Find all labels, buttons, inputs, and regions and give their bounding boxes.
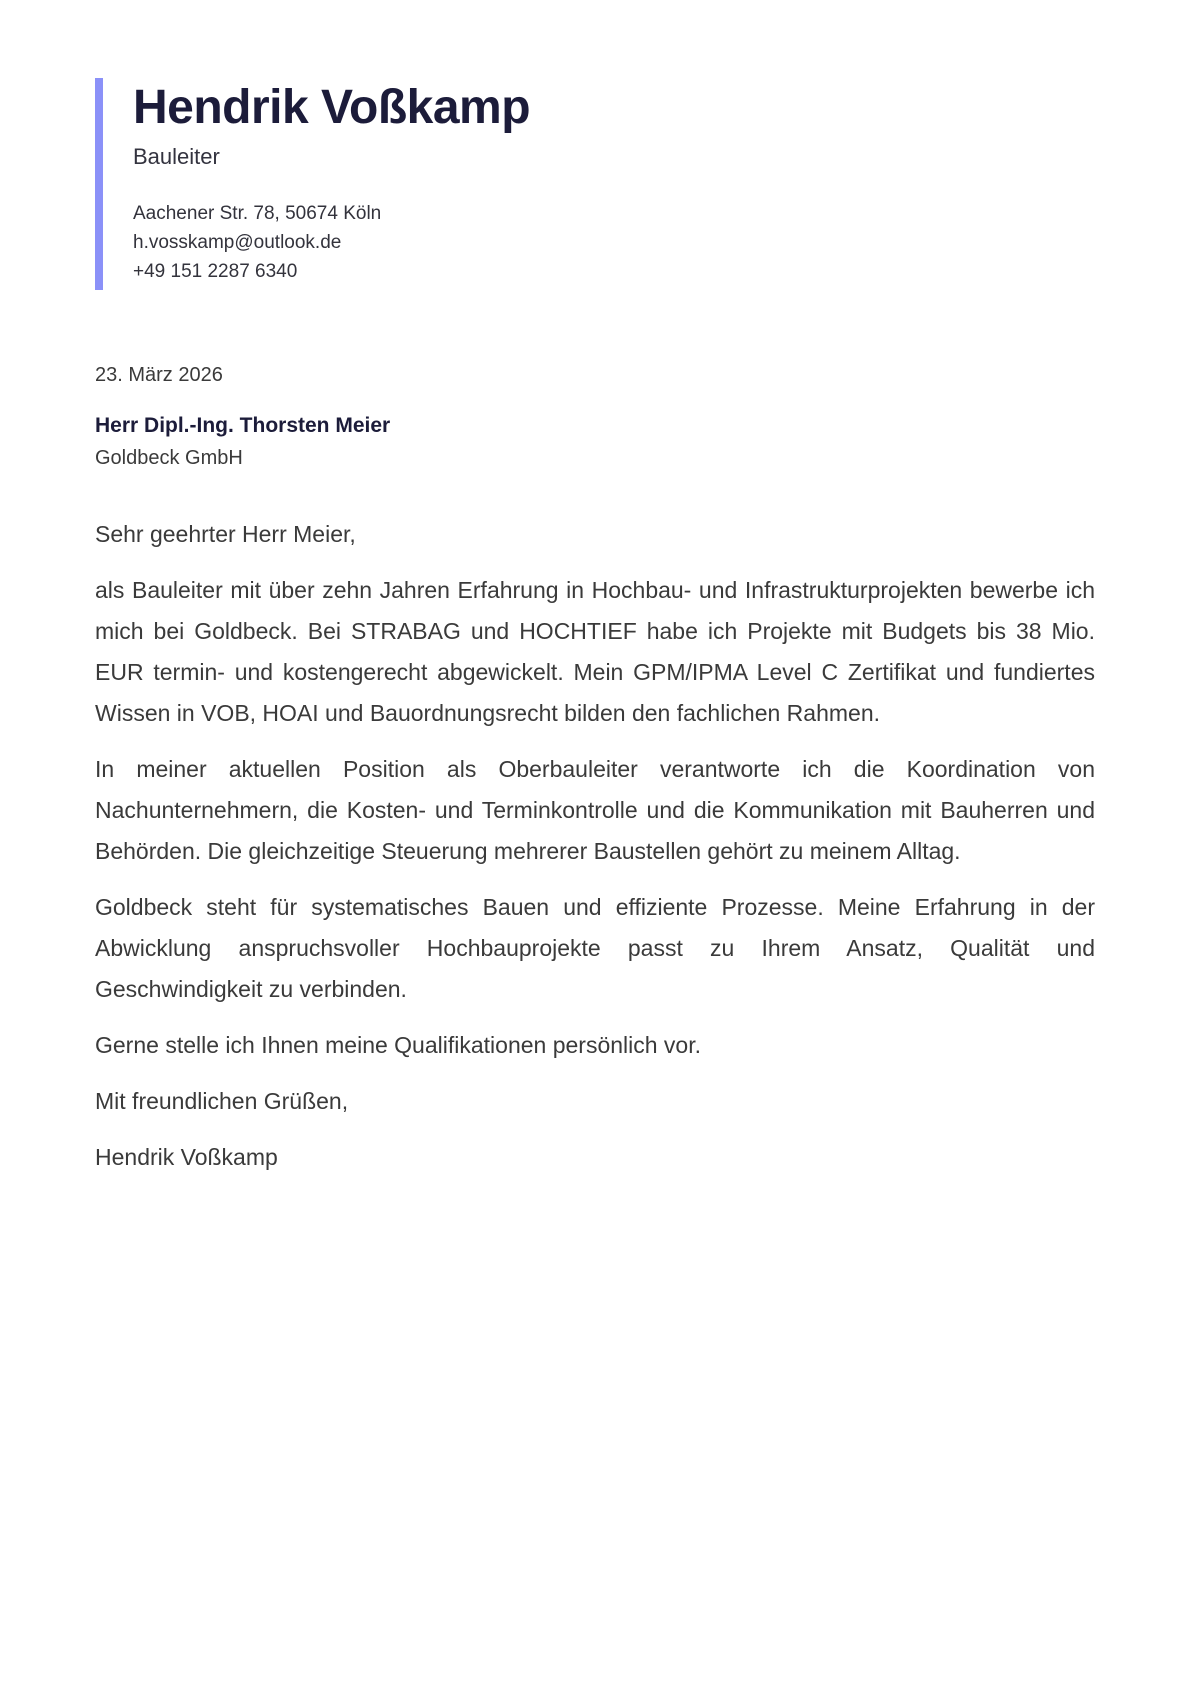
body-paragraph: Goldbeck steht für systematisches Bauen und effiziente Prozesse. Meine Erfahrung in der Abwicklung anspruchsvoller Hochbauprojekte passt zu Ihrem Ansatz, Qualität und Geschwindigkeit zu verbinden. [95, 894, 1095, 1003]
body-paragraph: als Bauleiter mit über zehn Jahren Erfahrung in Hochbau- und Infrastrukturprojekten bewerbe ich mich bei Goldbeck. Bei STRABAG und HOCHTIEF habe ich Projekte mit Budgets bis 38 Mio. EUR termin- und kostengerecht abgewickelt. Mein GPM/IPMA Level C Zertifikat und fundiertes Wissen in VOB, HOAI und Bauordnungsrecht bilden den fachlichen Rahmen. [95, 577, 1095, 727]
signature-name: Hendrik Voßkamp [95, 1144, 278, 1171]
sender-name: Hendrik Voßkamp [133, 81, 531, 134]
recipient-name: Herr Dipl.-Ing. Thorsten Meier [95, 414, 391, 438]
contact-address: Aachener Str. 78, 50674 Köln [133, 203, 382, 225]
contact-block [133, 199, 1095, 286]
closing: Mit freundlichen Grüßen, [95, 1088, 349, 1115]
contact-email: h.vosskamp@outlook.de [133, 232, 342, 254]
letter-header [95, 78, 1095, 290]
body-paragraph: Gerne stelle ich Ihnen meine Qualifikationen persönlich vor. [95, 1032, 702, 1059]
salutation: Sehr geehrter Herr Meier, [95, 521, 356, 548]
body-paragraph: In meiner aktuellen Position als Oberbauleiter verantworte ich die Koordination von Nachunternehmern, die Kosten- und Terminkontrolle und die Kommunikation mit Bauherren und Behörden. Die gleichzeitige Steuerung mehrerer Baustellen gehört zu meinem Alltag. [95, 756, 1095, 865]
letter-body [95, 514, 1095, 1178]
recipient-block [95, 414, 1095, 470]
letter-date: 23. März 2026 [95, 364, 223, 387]
sender-job-title: Bauleiter [133, 144, 220, 170]
recipient-company: Goldbeck GmbH [95, 447, 243, 470]
contact-phone: +49 151 2287 6340 [133, 261, 298, 283]
